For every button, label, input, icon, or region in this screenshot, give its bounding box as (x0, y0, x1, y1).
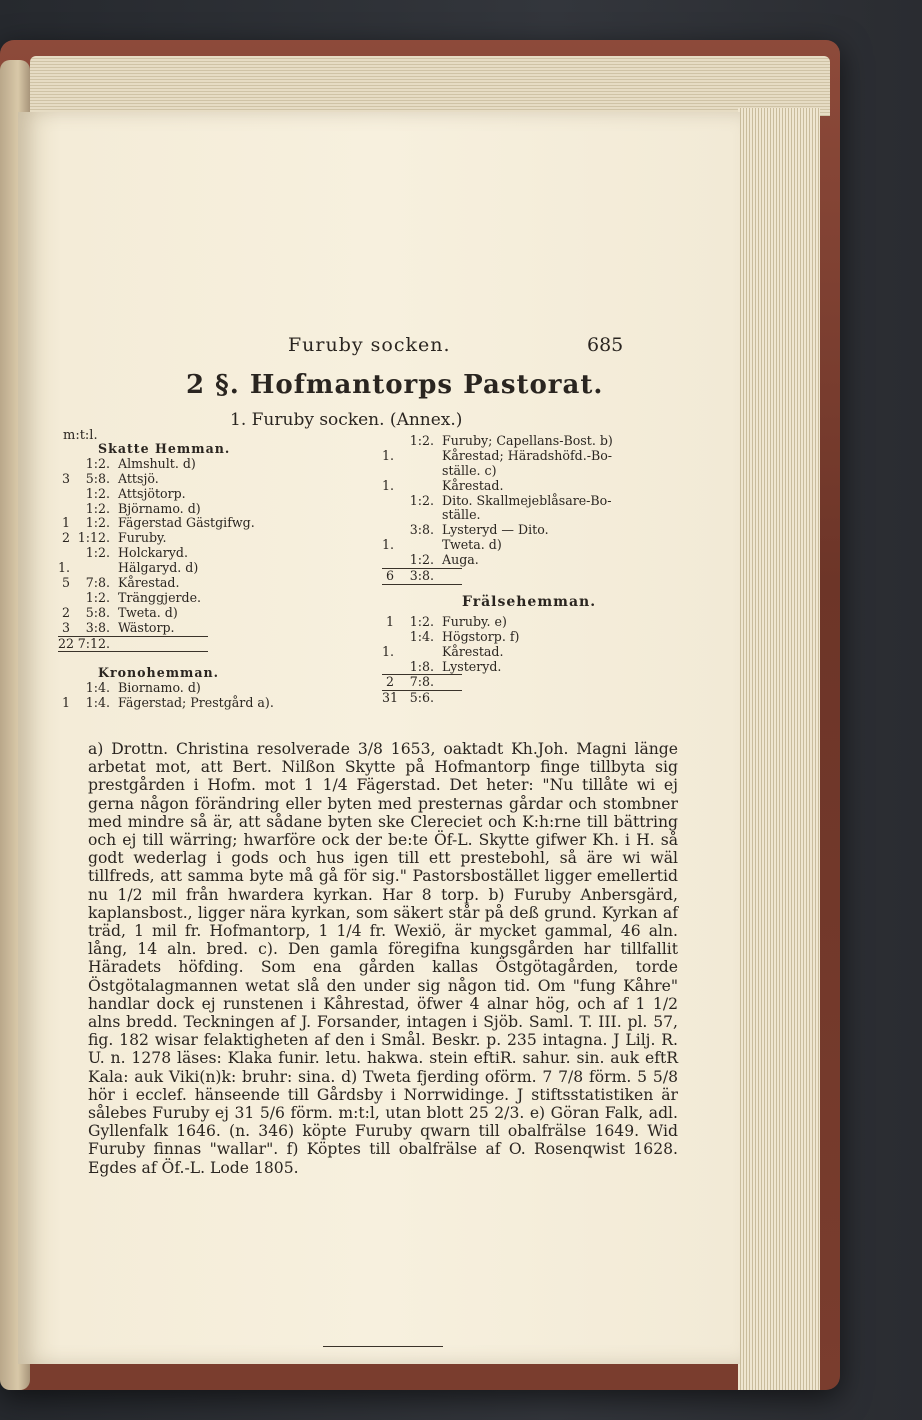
list-item (382, 630, 682, 645)
mantal-value: 2 (61, 530, 70, 546)
mantal-value: 1. (382, 643, 395, 659)
fraction-value: 7:8. (85, 575, 110, 591)
fraction-value: 1:2. (85, 545, 110, 561)
place-name: Hälgaryd. d) (118, 560, 199, 576)
grand-total-row: 31 5:6. (382, 690, 434, 706)
fraction-value: 1:2. (409, 433, 434, 448)
total-row: 2 7:8. (385, 674, 434, 690)
end-rule (323, 1346, 443, 1347)
place-name: ställe. c) (442, 462, 497, 478)
list-item (382, 464, 682, 479)
mantal-value: 1 (61, 515, 70, 531)
divider (58, 651, 208, 652)
mantal-value: 1 (61, 695, 70, 711)
section-heading: 2 §. Hofmantorps Pastorat. (186, 370, 604, 400)
fraction-value: 1:2. (85, 500, 110, 516)
list-item (58, 457, 358, 472)
footnotes-text (88, 740, 678, 1177)
place-name: Auga. (442, 552, 479, 568)
group-heading-krono (58, 666, 358, 681)
fraction-value: 1:2. (409, 552, 434, 568)
place-name: Kårestad. (442, 643, 504, 659)
fraction-value: 1:4. (85, 680, 110, 696)
fraction-value: 1:4. (409, 628, 434, 644)
place-name: Attsjötorp. (118, 485, 186, 501)
place-name: Tweta. d) (118, 604, 178, 620)
list-item (58, 487, 358, 502)
fralse-rows (382, 615, 682, 675)
list-item (382, 508, 682, 523)
skatte-rows (58, 457, 358, 636)
place-name: Tränggjerde. (118, 589, 202, 605)
mantal-value: 1 (385, 613, 394, 629)
list-item (382, 479, 682, 494)
fraction-value: 1:2. (85, 589, 110, 605)
mantal-value: 1. (382, 447, 395, 463)
list-item (58, 681, 358, 696)
list-item (58, 472, 358, 487)
fraction-value: 5:8. (85, 470, 110, 486)
fraction-value: 1:2. (409, 492, 434, 508)
right-rows (382, 434, 682, 568)
book-page (18, 112, 740, 1364)
mantal-value: 3 (61, 619, 70, 635)
place-name: Kårestad. (118, 575, 180, 591)
total-row: 22 7:12. (58, 635, 110, 651)
place-name: Furuby. e) (442, 613, 507, 629)
place-name: Biornamo. d) (118, 680, 201, 696)
mantal-value: 1. (382, 537, 395, 553)
group-heading-skatte (58, 442, 358, 457)
list-item (58, 516, 358, 531)
footnotes-paragraph: a) Drottn. Christina resolverade 3/8 1653, oaktadt Kh.Joh. Magni länge arbetat mot, att Bert. Nilßon Skytte på Hofmantorp finge tillbyta sig prestgården i Hofm. mot 1 1/4 Fägerstad. Det heter: "Nu tillåte wi ej gerna någon förändring eller byten med presternas gårdar och stombner med mindre så är, att sådane byten ske Clereciet och K:h:rne till bättring och ej till wärring; hwarföre ock der be:te Öf-L. Skytte gifwer Kh. i H. så godt wederlag i gods och hus igen till ett prestebohl, så äre wi wäl tillfreds, att samma byte må gå för sig." Pastorsbostället ligger emellertid nu 1/2 mil från hwardera kyrkan. Har 8 torp. b) Furuby Anbersgärd, kaplansbost., ligger nära kyrkan, som säkert står på deß grund. Kyrkan af träd, 1 mil fr. Hofmantorp, 1 1/4 fr. Wexiö, är mycket gammal, 46 aln. lång, 14 aln. bred. c). Den gamla föregifna kungsgården har tillfallit Häradets höfding. Som ena gården kallas Östgötagården, torde Östgötalagmannen wetat slå den under sig någon tid. Om "fung Kåhre" handlar dock ej runstenen i Kåhrestad, öfwer 4 alnar hög, och af 1 1/2 alns bredd. Teckningen af J. Forsander, intagen i Sjöb. Saml. T. III. pl. 57, fig. 182 wisar felaktigheten af den i Smål. Beskr. p. 235 intagna. J Lilj. R. U. n. 1278 läses: Klaka funir. letu. hakwa. stein eftiR. sahur. sin. auk eftR Kala: auk Viki(n)k: bruhr: sina. d) Tweta fjerding oförm. 7 7/8 förm. 5 5/8 hör i ecclef. hänseende till Gårdsby i Norrwidinge. J stiftsstatistiken är sålebes Furuby ej 31 5/6 förm. m:t:l, utan blott 25 2/3. e) Göran Falk, adl. Gyllenfalk 1646. (n. 346) köpte Furuby qwarn till obalfrälse 1649. Wid Furuby finnas "wallar". f) Köptes till obalfrälse af O. Rosenqwist 1628. Egdes af Öf.-L. Lode 1805. (88, 740, 678, 1177)
list-item (382, 660, 682, 675)
divider (382, 584, 462, 585)
place-name: Tweta. d) (442, 537, 502, 553)
group-heading: Kronohemman. (98, 665, 220, 681)
fraction-value: 5:8. (85, 604, 110, 620)
place-name: Högstorp. f) (442, 628, 520, 644)
place-name: Fägerstad Gästgifwg. (118, 515, 255, 531)
place-name: Kårestad; Häradshöfd.-Bo- (442, 447, 613, 463)
mantal-value: 1. (382, 477, 395, 493)
mantal-value: 3 (61, 470, 70, 486)
place-name: Björnamo. d) (118, 500, 201, 516)
left-column (58, 442, 358, 711)
list-item (382, 615, 682, 630)
page-number: 685 (587, 334, 624, 356)
page-block-fore-edge (738, 108, 820, 1390)
column-label: m:t:l. (63, 428, 98, 443)
fraction-value: 1:2. (85, 455, 110, 471)
group-heading: Frälsehemman. (462, 593, 597, 610)
list-item (382, 449, 682, 464)
fraction-value: 1:2. (85, 515, 110, 531)
mantal-value: 2 (61, 604, 70, 620)
place-name: Almshult. d) (118, 455, 196, 471)
list-item (382, 523, 682, 538)
list-item (58, 696, 358, 711)
place-name: Lysteryd. (442, 658, 502, 674)
fraction-value: 1:2. (85, 485, 110, 501)
fraction-value: 3:8. (409, 522, 434, 538)
list-item (58, 606, 358, 621)
place-name: Dito. Skallmejeblåsare-Bo- (442, 492, 612, 508)
place-name: Furuby; Capellans-Bost. b) (442, 433, 613, 448)
section-subheading: 1. Furuby socken. (Annex.) (230, 410, 463, 430)
list-item (58, 561, 358, 576)
list-item (382, 434, 682, 449)
running-title: Furuby socken. (288, 334, 451, 356)
krono-rows (58, 681, 358, 711)
list-item (382, 494, 682, 509)
list-item (382, 645, 682, 660)
place-name: Holckaryd. (118, 545, 188, 561)
place-name: Kårestad. (442, 477, 504, 493)
page-block-top-edge (30, 56, 830, 116)
fraction-value: 1:2. (409, 613, 434, 629)
list-item (58, 502, 358, 517)
list-item (382, 538, 682, 553)
place-name: Furuby. (118, 530, 167, 546)
place-name: Attsjö. (118, 470, 159, 486)
list-item (58, 531, 358, 546)
fraction-value: 1:8. (409, 658, 434, 674)
place-name: Lysteryd — Dito. (442, 522, 549, 538)
mantal-value: 1. (58, 560, 71, 576)
group-heading-fralse (382, 595, 682, 615)
place-name: Wästorp. (118, 619, 175, 635)
place-name: ställe. (442, 507, 481, 523)
list-item (58, 591, 358, 606)
total-row: 6 3:8. (385, 568, 434, 584)
fraction-value: 1:12. (77, 530, 110, 546)
mantal-value: 5 (61, 575, 70, 591)
list-item (382, 553, 682, 568)
fraction-value: 1:4. (85, 695, 110, 711)
fraction-value: 3:8. (85, 619, 110, 635)
group-heading: Skatte Hemman. (98, 441, 231, 456)
list-item (58, 576, 358, 591)
list-item (58, 546, 358, 561)
list-item (58, 621, 358, 636)
place-name: Fägerstad; Prestgård a). (118, 695, 274, 711)
right-column (382, 434, 682, 706)
